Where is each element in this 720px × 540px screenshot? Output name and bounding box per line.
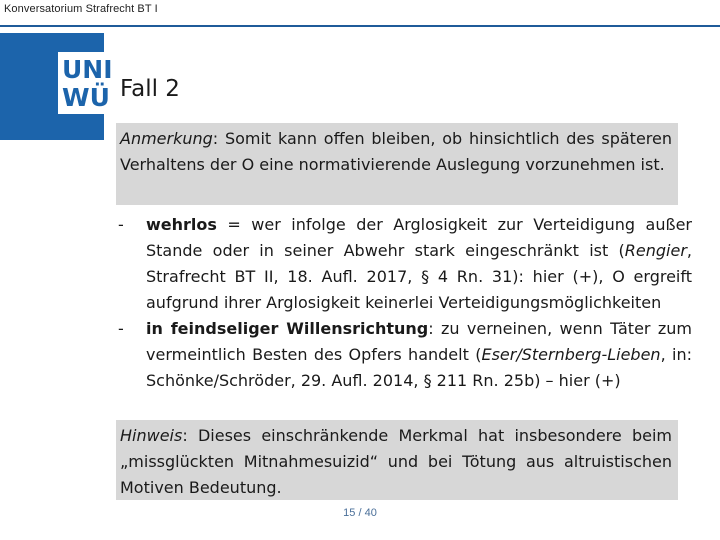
item-text-rest: , in: Schönke/Schröder, 29. Aufl. 2014, § 211 Rn. 25b) – hier (+)	[146, 345, 692, 390]
hint-text: : Dieses einschränkende Merkmal hat insbesondere beim „missglückten Mitnahmesuizid“ und bei Tötung aus altruistischen Motiven Bedeutung.	[120, 426, 672, 497]
hint-label: Hinweis	[120, 426, 183, 445]
item-text: : zu verneinen, wenn Täter zum vermeintlich Besten des Opfers handelt (	[146, 319, 692, 364]
note-text: : Somit kann offen bleiben, ob hinsichtlich des späteren Verhaltens der O eine normativierende Auslegung vorzunehmen ist.	[120, 129, 672, 174]
note-label: Anmerkung	[120, 129, 213, 148]
list-item	[116, 316, 692, 394]
item-term: in feindseliger Willensrichtung	[146, 319, 429, 338]
criteria-list	[116, 212, 692, 394]
bullet: -	[118, 215, 124, 234]
list-item	[116, 212, 692, 316]
item-text-rest: , Strafrecht BT II, 18. Aufl. 2017, § 4 Rn. 31): hier (+), O ergreift aufgrund ihrer Arglosigkeit keinerlei Verteidigungsmöglichkeiten	[146, 241, 692, 312]
item-text: = wer infolge der Arglosigkeit zur Verteidigung außer Stande oder in seiner Abwehr stark eingeschränkt ist (	[146, 215, 692, 260]
item-citation-author: Rengier	[624, 241, 687, 260]
item-term: wehrlos	[146, 215, 217, 234]
slide-title: Fall 2	[120, 76, 180, 102]
logo-line-1: UNI	[62, 55, 113, 84]
header-title: Konversatorium Strafrecht BT I	[4, 3, 158, 15]
note-box	[116, 123, 678, 205]
page-number: 15 / 40	[343, 507, 377, 519]
hint-box	[116, 420, 678, 500]
item-citation-author: Eser/Sternberg-Lieben	[481, 345, 661, 364]
bullet: -	[118, 319, 124, 338]
university-logo-wordmark	[58, 52, 113, 114]
logo-line-2: WÜ	[62, 83, 110, 112]
header-rule	[0, 25, 720, 27]
